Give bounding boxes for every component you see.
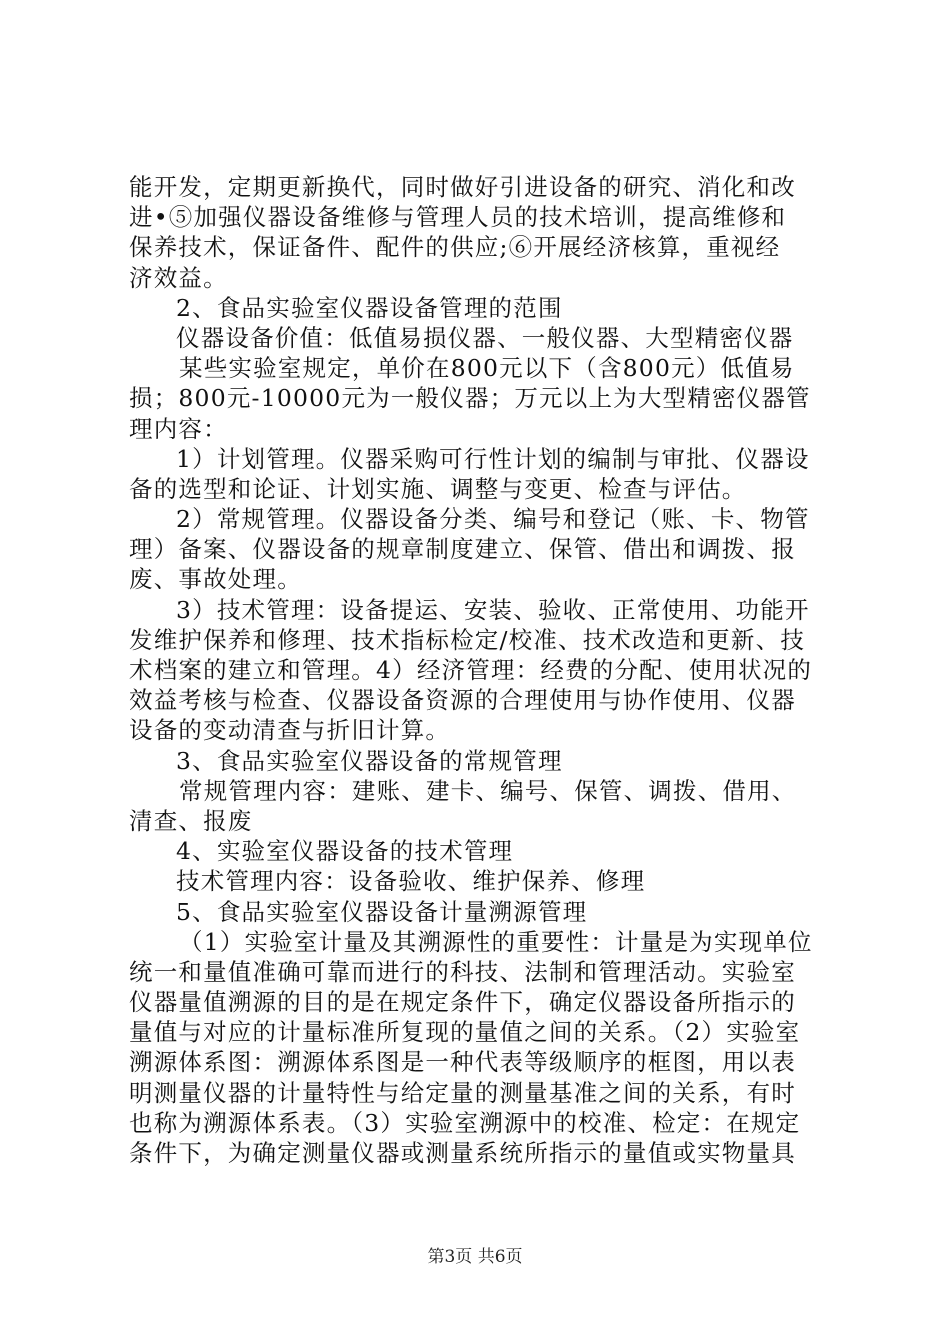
page-footer: 第3页 共6页 <box>427 1247 523 1267</box>
section-heading: 2、食品实验室仪器设备管理的范围 <box>176 293 563 322</box>
text-line: 仪器设备价值：低值易损仪器、一般仪器、大型精密仪器 <box>176 323 794 352</box>
section-heading: 4、实验室仪器设备的技术管理 <box>176 837 514 866</box>
text-line: 3）技术管理：设备提运、安装、验收、正常使用、功能开 <box>176 595 810 624</box>
text-line: 仪器量值溯源的目的是在规定条件下，确定仪器设备所指示的 <box>129 988 796 1017</box>
body-text <box>129 172 829 1168</box>
text-line: 统一和量值准确可靠而进行的科技、法制和管理活动。实验室 <box>129 957 796 986</box>
text-line: 理内容： <box>129 414 228 443</box>
text-line: 常规管理内容：建账、建卡、编号、保管、调拨、借用、 <box>179 776 797 805</box>
text-line: 量值与对应的计量标准所复现的量值之间的关系。（2）实验室 <box>129 1018 801 1047</box>
text-line: 设备的变动清查与折旧计算。 <box>129 716 451 745</box>
text-line: （1）实验室计量及其溯源性的重要性：计量是为实现单位 <box>179 927 813 956</box>
text-line: 技术管理内容：设备验收、维护保养、修理 <box>176 867 646 896</box>
text-line: 术档案的建立和管理。4）经济管理：经费的分配、使用状况的 <box>129 656 813 684</box>
text-line: 备的选型和论证、计划实施、调整与变更、检查与评估。 <box>129 474 747 503</box>
text-line: 效益考核与检查、仪器设备资源的合理使用与协作使用、仪器 <box>129 686 796 715</box>
text-line: 废、事故处理。 <box>129 565 302 594</box>
text-line: 济效益。 <box>129 263 228 292</box>
section-heading: 5、食品实验室仪器设备计量溯源管理 <box>176 897 588 926</box>
text-line: 某些实验室规定，单价在800元以下（含800元）低值易 <box>179 354 795 383</box>
section-heading: 3、食品实验室仪器设备的常规管理 <box>176 746 563 775</box>
text-line: 保养技术，保证备件、配件的供应;⑥开展经济核算，重视经 <box>129 233 781 262</box>
text-line: 1）计划管理。仪器采购可行性计划的编制与审批、仪器设 <box>176 444 810 473</box>
text-line: 溯源体系图：溯源体系图是一种代表等级顺序的框图，用以表 <box>129 1048 796 1077</box>
text-line: 明测量仪器的计量特性与给定量的测量基准之间的关系，有时 <box>129 1078 796 1107</box>
text-line: 损；800元-10000元为一般仪器；万元以上为大型精密仪器管 <box>129 384 811 413</box>
text-line: 条件下，为确定测量仪器或测量系统所指示的量值或实物量具 <box>129 1139 796 1167</box>
text-line: 清查、报废 <box>129 806 253 835</box>
text-line: 也称为溯源体系表。（3）实验室溯源中的校准、检定：在规定 <box>129 1108 801 1137</box>
text-line: 2）常规管理。仪器设备分类、编号和登记（账、卡、物管 <box>176 505 810 534</box>
text-line: 进•⑤加强仪器设备维修与管理人员的技术培训，提高维修和 <box>129 203 787 232</box>
text-line: 理）备案、仪器设备的规章制度建立、保管、借出和调拨、报 <box>129 535 796 564</box>
text-line: 能开发，定期更新换代，同时做好引进设备的研究、消化和改 <box>129 173 796 201</box>
text-line: 发维护保养和修理、技术指标检定/校准、技术改造和更新、技 <box>129 625 806 654</box>
